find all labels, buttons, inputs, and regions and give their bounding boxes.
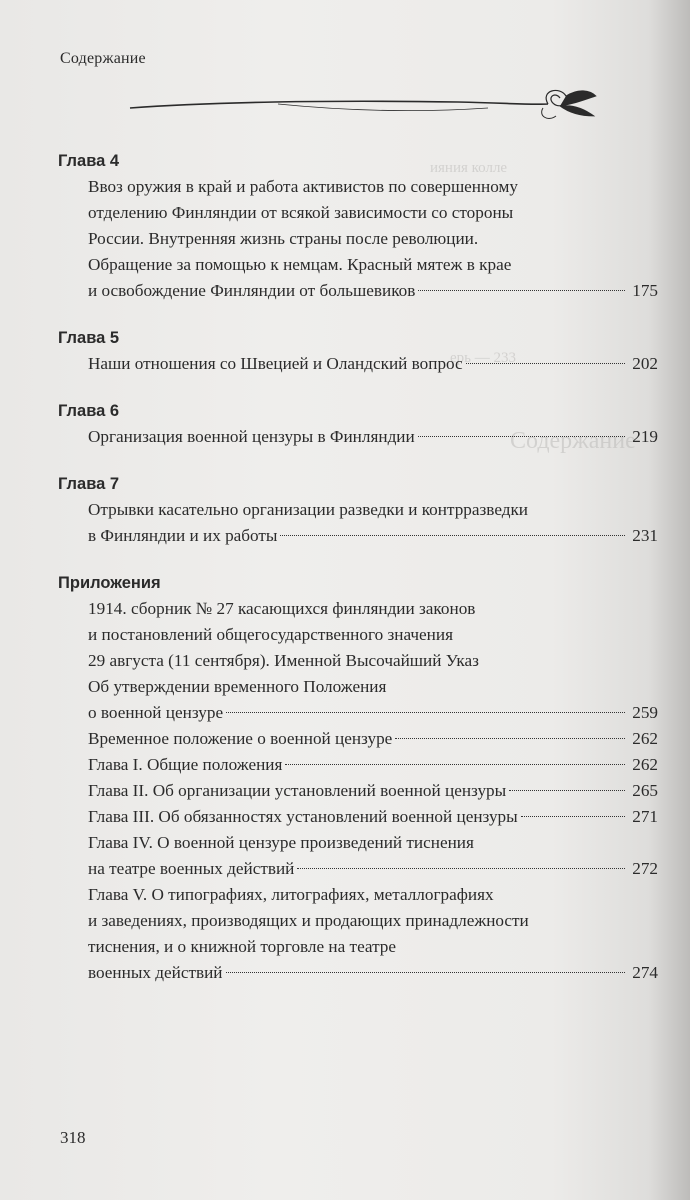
- entry-text-line: 1914. сборник № 27 касающихся финляндии законов: [88, 599, 476, 618]
- entry-text-line: Организация военной цензуры в Финляндии: [88, 427, 415, 446]
- entry-text-line: отделению Финляндии от всякой зависимости со стороны: [88, 203, 514, 222]
- toc-entry[interactable]: [88, 778, 658, 804]
- toc-entry[interactable]: [88, 752, 658, 778]
- toc-entry[interactable]: [88, 351, 658, 377]
- entry-text-line: России. Внутренняя жизнь страны после революции.: [88, 229, 479, 248]
- dot-leader: [521, 816, 625, 817]
- entry-page-number: 262: [632, 755, 658, 774]
- quill-flourish-ornament: [128, 82, 598, 132]
- entry-text-line: Глава II. Об организации установлений военной цензуры: [88, 781, 507, 800]
- dot-leader: [285, 764, 625, 765]
- entry-page-number: 274: [632, 963, 658, 982]
- dot-leader: [509, 790, 625, 791]
- entry-text-line: на театре военных действий: [88, 859, 295, 878]
- entry-text-line: в Финляндии и их работы: [88, 526, 278, 545]
- entry-page-number: 175: [632, 281, 658, 300]
- toc-section: [58, 398, 658, 450]
- toc-section: [58, 148, 658, 304]
- entry-text-line: Глава V. О типографиях, литографиях, металлографиях: [88, 885, 494, 904]
- bleed-through-text: Содержание: [510, 428, 636, 454]
- entry-text-line: 29 августа (11 сентября). Именной Высочайший Указ: [88, 651, 479, 670]
- toc-entry[interactable]: [88, 882, 658, 986]
- entry-text-line: Ввоз оружия в край и работа активистов по совершенному: [88, 177, 518, 196]
- entry-text-line: Временное положение о военной цензуре: [88, 729, 393, 748]
- running-header: Содержание: [60, 50, 146, 67]
- entry-text-line: и освобождение Финляндии от большевиков: [88, 281, 416, 300]
- page-number: 318: [60, 1128, 86, 1147]
- dot-leader: [226, 712, 625, 713]
- toc-section: [58, 471, 658, 549]
- toc-section: [58, 325, 658, 377]
- entry-text-line: Глава III. Об обязанностях установлений военной цензуры: [88, 807, 518, 826]
- entry-text-line: о военной цензуре: [88, 703, 224, 722]
- chapter-heading: Глава 5: [58, 329, 120, 347]
- dot-leader: [395, 738, 625, 739]
- toc-entry[interactable]: [88, 596, 658, 726]
- entry-text-line: Наши отношения со Швецией и Оландский вопрос: [88, 354, 463, 373]
- chapter-heading: Глава 6: [58, 402, 120, 420]
- toc-section: [58, 570, 658, 986]
- entry-text-line: Обращение за помощью к немцам. Красный мятеж в крае: [88, 255, 512, 274]
- entry-text-line: и постановлений общегосударственного значения: [88, 625, 453, 644]
- entry-text-line: Глава IV. О военной цензуре произведений тиснения: [88, 833, 474, 852]
- entry-page-number: 231: [632, 526, 658, 545]
- chapter-heading: Глава 7: [58, 475, 120, 493]
- entry-page-number: 219: [632, 427, 658, 446]
- entry-page-number: 202: [632, 354, 658, 373]
- dot-leader: [297, 868, 625, 869]
- dot-leader: [466, 363, 625, 364]
- table-of-contents: [58, 148, 658, 1007]
- entry-text-line: военных действий: [88, 963, 223, 982]
- entry-text-line: Глава I. Общие положения: [88, 755, 283, 774]
- entry-page-number: 271: [632, 807, 658, 826]
- toc-entry[interactable]: [88, 497, 658, 549]
- dot-leader: [418, 290, 625, 291]
- entry-text-line: Об утверждении временного Положения: [88, 677, 387, 696]
- entry-page-number: 272: [632, 859, 658, 878]
- entry-page-number: 262: [632, 729, 658, 748]
- entry-page-number: 265: [632, 781, 658, 800]
- toc-entry[interactable]: [88, 424, 658, 450]
- entry-text-line: тиснения, и о книжной торговле на театре: [88, 937, 397, 956]
- entry-text-line: Отрывки касательно организации разведки и контрразведки: [88, 500, 529, 519]
- chapter-heading: Приложения: [58, 574, 161, 592]
- dot-leader: [226, 972, 626, 973]
- bleed-through-text: ерь — 233: [450, 350, 516, 366]
- entry-text-line: и заведениях, производящих и продающих принадлежности: [88, 911, 529, 930]
- bleed-through-text: ияния колле: [430, 160, 508, 176]
- dot-leader: [418, 436, 625, 437]
- toc-entry[interactable]: [88, 830, 658, 882]
- toc-entry[interactable]: [88, 726, 658, 752]
- chapter-heading: Глава 4: [58, 152, 120, 170]
- dot-leader: [280, 535, 625, 536]
- toc-entry[interactable]: [88, 174, 658, 304]
- toc-entry[interactable]: [88, 804, 658, 830]
- entry-page-number: 259: [632, 703, 658, 722]
